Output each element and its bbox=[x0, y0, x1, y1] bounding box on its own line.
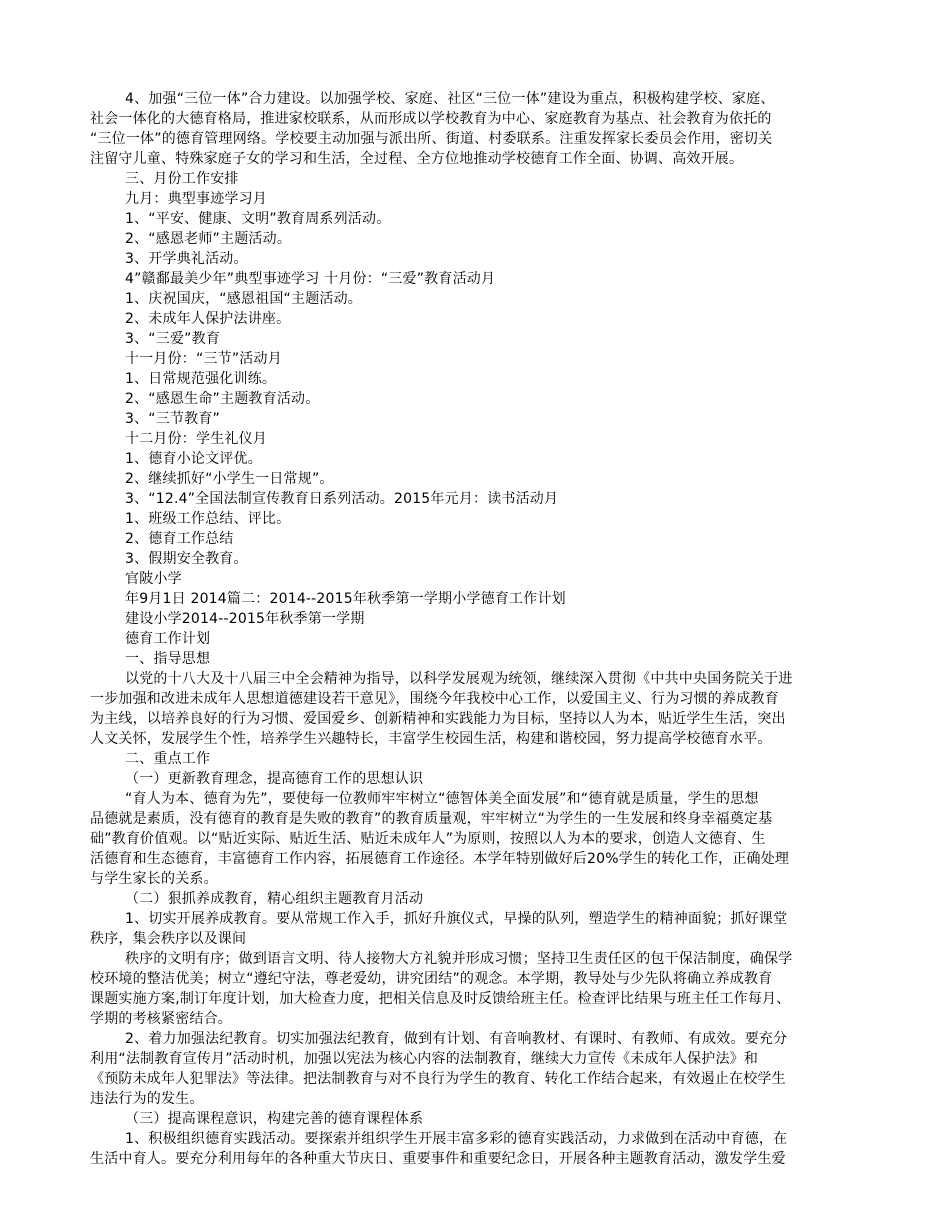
text-line: 2、继续抓好“小学生一日常规”。 bbox=[125, 471, 334, 487]
text-line: 4、加强“三位一体”合力建设。以加强学校、家庭、社区“三位一体”建设为重点，积极构建学校、家庭、 bbox=[125, 91, 775, 107]
text-line: 官陂小学 bbox=[125, 571, 182, 587]
text-line: 2、未成年人保护法讲座。 bbox=[125, 311, 291, 327]
text-line: “育人为本、德育为先”，要使每一位教师牢牢树立“德智体美全面发展”和“德育就是质量，学生的思想 bbox=[125, 791, 759, 807]
text-line: 4”赣鄱最美少年”典型事迹学习 十月份：“三爱”教育活动月 bbox=[125, 271, 496, 287]
text-line: 利用“法制教育宣传月”活动时机，加强以宪法为核心内容的法制教育，继续大力宣传《未成年人保护法》和 bbox=[90, 1051, 759, 1067]
text-line: 十一月份：“三节”活动月 bbox=[125, 351, 282, 367]
text-line: 3、“三爱”教育 bbox=[125, 331, 221, 347]
text-line: 3、假期安全教育。 bbox=[125, 551, 248, 567]
text-line: 1、班级工作总结、评比。 bbox=[125, 511, 291, 527]
text-line: “三位一体”的德育管理网络。学校要主动加强与派出所、街道、村委联系。注重发挥家长委员会作用，密切关 bbox=[90, 131, 773, 147]
subsection-heading: （二）狠抓养成教育，精心组织主题教育月活动 bbox=[125, 891, 424, 907]
text-line: 活德育和生态德育，丰富德育工作内容，拓展德育工作途径。本学年特别做好后20%学生的转化工作，正确处理 bbox=[90, 851, 790, 867]
text-line: 1、“平安、健康、文明”教育周系列活动。 bbox=[125, 211, 391, 227]
text-line: 1、日常规范强化训练。 bbox=[125, 371, 277, 387]
text-line: 1、庆祝国庆，“感恩祖国“主题活动。 bbox=[125, 291, 363, 307]
text-line: 3、“12.4”全国法制宣传教育日系列活动。2015年元月：读书活动月 bbox=[125, 491, 559, 507]
section-heading: 一、指导思想 bbox=[125, 651, 211, 667]
document-title: 德育工作计划 bbox=[125, 631, 211, 647]
text-line: 注留守儿童、特殊家庭子女的学习和生活，全过程、全方位地推动学校德育工作全面、协调、高效开展。 bbox=[90, 151, 744, 167]
section-heading: 三、月份工作安排 bbox=[125, 171, 239, 187]
text-line: 3、“三节教育” bbox=[125, 411, 221, 427]
text-line: 3、开学典礼活动。 bbox=[125, 251, 248, 267]
text-line: 础”教育价值观。以“贴近实际、贴近生活、贴近未成年人”为原则，按照以人为本的要求，创造人文德育、生 bbox=[90, 831, 766, 847]
text-line: 建设小学2014--2015年秋季第一学期 bbox=[125, 611, 365, 627]
subsection-heading: （三）提高课程意识，构建完善的德育课程体系 bbox=[125, 1111, 424, 1127]
text-line: 品德就是素质，没有德育的教育是失败的教育”的教育质量观，牢牢树立“为学生的一生发展和终身幸福奠定基 bbox=[90, 811, 773, 827]
text-line: 1、切实开展养成教育。要从常规工作入手，抓好升旗仪式，早操的队列，塑造学生的精神面貌；抓好课堂 bbox=[125, 911, 788, 927]
text-line: 与学生家长的关系。 bbox=[90, 871, 218, 887]
text-line: 秩序的文明有序；做到语言文明、待人接物大方礼貌并形成习惯；坚持卫生责任区的包干保洁制度，确保学 bbox=[125, 951, 793, 967]
text-line: 生活中育人。要充分利用每年的各种重大节庆日、重要事件和重要纪念日，开展各种主题教育活动，激发学生爱 bbox=[90, 1151, 786, 1167]
text-line: 一步加强和改进未成年人思想道德建设若干意见》，围绕今年我校中心工作，以爱国主义、行为习惯的养成教育 bbox=[90, 691, 779, 707]
text-line: 秩序，集会秩序以及课间 bbox=[90, 931, 247, 947]
text-line: 社会一体化的大德育格局，推进家校联系，从而形成以学校教育为中心、家庭教育为基点、社会教育为依托的 bbox=[90, 111, 772, 127]
text-line: 学期的考核紧密结合。 bbox=[90, 1011, 232, 1027]
text-line: 《预防未成年人犯罪法》等法律。把法制教育与对不良行为学生的教育、转化工作结合起来，有效遏止在校学生 bbox=[90, 1071, 786, 1087]
text-line: 1、积极组织德育实践活动。要探索并组织学生开展丰富多彩的德育实践活动，力求做到在活动中育德，在 bbox=[125, 1131, 788, 1147]
text-line: 2、德育工作总结 bbox=[125, 531, 234, 547]
subsection-heading: （一）更新教育理念，提高德育工作的思想认识 bbox=[125, 771, 424, 787]
text-line: 年9月1日 2014篇二：2014--2015年秋季第一学期小学德育工作计划 bbox=[125, 591, 566, 607]
text-line: 人文关怀，发展学生个性，培养学生兴趣特长，丰富学生校园生活，构建和谐校园，努力提高学校德育水平。 bbox=[90, 731, 772, 747]
text-line: 课题实施方案,制订年度计划，加大检查力度，把相关信息及时反馈给班主任。检查评比结果与班主任工作每月、 bbox=[90, 991, 791, 1007]
section-heading: 二、重点工作 bbox=[125, 751, 211, 767]
text-line: 2、“感恩老师”主题活动。 bbox=[125, 231, 292, 247]
text-line: 1、德育小论文评优。 bbox=[125, 451, 262, 467]
text-line: 2、着力加强法纪教育。切实加强法纪教育，做到有计划、有音响教材、有课时、有教师、有成效。要充分 bbox=[125, 1031, 788, 1047]
text-line: 校环境的整洁优美；树立“遵纪守法，尊老爱幼，讲究团结”的观念。本学期，教导处与少先队将确立养成教育 bbox=[90, 971, 773, 987]
text-line: 违法行为的发生。 bbox=[90, 1091, 204, 1107]
text-line: 2、“感恩生命”主题教育活动。 bbox=[125, 391, 320, 407]
text-line: 为主线，以培养良好的行为习惯、爱国爱乡、创新精神和实践能力为目标，坚持以人为本，贴近学生生活，突出 bbox=[90, 711, 786, 727]
text-line: 九月：典型事迹学习月 bbox=[125, 191, 267, 207]
text-line: 十二月份：学生礼仪月 bbox=[125, 431, 267, 447]
text-line: 以党的十八大及十八届三中全会精神为指导，以科学发展观为统领，继续深入贯彻《中共中央国务院关于进 bbox=[125, 671, 793, 687]
